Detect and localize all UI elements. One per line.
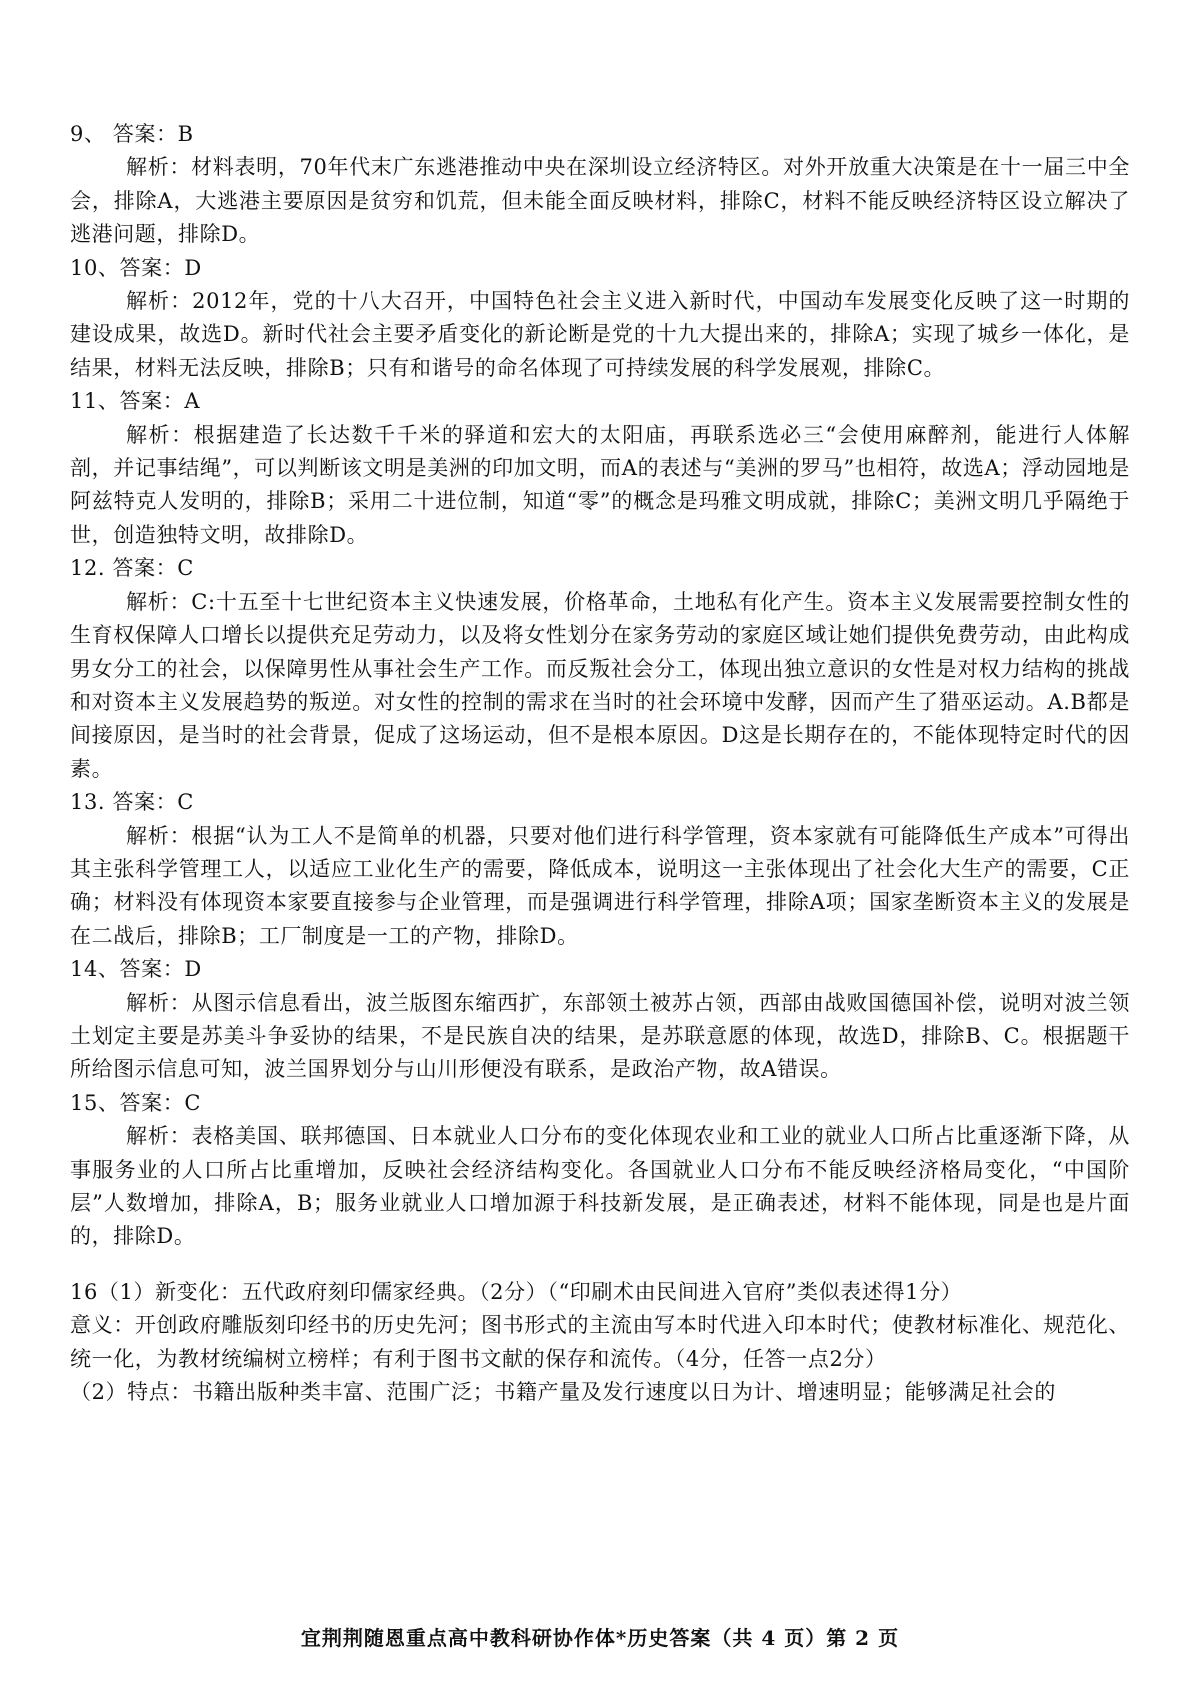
answer-text: 答案：A bbox=[119, 389, 201, 414]
answer-item-11 bbox=[70, 385, 1130, 552]
answer-item-15 bbox=[70, 1087, 1130, 1254]
explanation-text: 解析：材料表明，70年代末广东逃港推动中央在深圳设立经济特区。对外开放重大决策是在十一届三中全会，排除A，大逃港主要原因是贫穷和饥荒，但未能全面反映材料，排除C，材料不能反映经济特区设立解决了逃港问题，排除D。 bbox=[70, 155, 1130, 247]
q16-part1-change: 16（1）新变化：五代政府刻印儒家经典。（2分）（“印刷术由民间进入官府”类似表述得1分） bbox=[70, 1279, 963, 1304]
page-footer: 宜荆荆随恩重点高中教科研协作体*历史答案（共 4 页）第 2 页 bbox=[300, 1626, 900, 1650]
answer-line bbox=[70, 252, 1130, 285]
answer-item-16 bbox=[70, 1276, 1130, 1410]
explanation-text: 解析：从图示信息看出，波兰版图东缩西扩，东部领土被苏占领，西部由战败国德国补偿，说明对波兰领土划定主要是苏美斗争妥协的结果，不是民族自决的结果，是苏联意愿的体现，故选D，排除B、C。根据题干所给图示信息可知，波兰国界划分与山川形便没有联系，是政治产物，故A错误。 bbox=[70, 990, 1130, 1082]
q16-part1-significance: 意义：开创政府雕版刻印经书的历史先河；图书形式的主流由写本时代进入印本时代；使教材标准化、规范化、统一化，为教材统编树立榜样；有利于图书文献的保存和流传。（4分，任答一点2分） bbox=[70, 1313, 1130, 1371]
section-gap bbox=[70, 1254, 1130, 1276]
explanation-text: 解析：根据“认为工人不是简单的机器，只要对他们进行科学管理，资本家就有可能降低生产成本”可得出其主张科学管理工人，以适应工业化生产的需要，降低成本，说明这一主张体现出了社会化大生产的需要，C正确；材料没有体现资本家要直接参与企业管理，而是强调进行科学管理，排除A项；国家垄断资本主义的发展是在二战后，排除B；工厂制度是一工的产物，排除D。 bbox=[70, 823, 1130, 948]
answer-text: 答案：C bbox=[112, 556, 194, 581]
answer-line bbox=[70, 385, 1130, 418]
answer-content bbox=[70, 118, 1130, 1409]
answer-item-13 bbox=[70, 786, 1130, 953]
question-number: 12. bbox=[70, 556, 106, 581]
question-number: 14、 bbox=[70, 957, 120, 982]
answer-item-10 bbox=[70, 252, 1130, 386]
q16-part2-features: （2）特点：书籍出版种类丰富、范围广泛；书籍产量及发行速度以日为计、增速明显；能够满足社会的 bbox=[70, 1380, 1056, 1405]
answer-item-14 bbox=[70, 953, 1130, 1087]
answer-text: 答案：D bbox=[119, 255, 202, 280]
answer-text: 答案：B bbox=[112, 122, 194, 146]
answer-line bbox=[70, 552, 1130, 585]
explanation-text: 解析：表格美国、联邦德国、日本就业人口分布的变化体现农业和工业的就业人口所占比重逐渐下降，从事服务业的人口所占比重增加，反映社会经济结构变化。各国就业人口分布不能反映经济格局变化，“中国阶层”人数增加，排除A，B；服务业就业人口增加源于科技新发展，是正确表述，材料不能体现，同是也是片面的，排除D。 bbox=[70, 1124, 1130, 1249]
answer-line bbox=[70, 953, 1130, 986]
question-number: 9、 bbox=[70, 122, 106, 146]
answer-text: 答案：D bbox=[119, 957, 202, 982]
explanation-text: 解析：根据建造了长达数千千米的驿道和宏大的太阳庙，再联系选必三“会使用麻醉剂，能进行人体解剖，并记事结绳”，可以判断该文明是美洲的印加文明，而A的表述与“美洲的罗马”也相符，故选A；浮动园地是阿兹特克人发明的，排除B；采用二十进位制，知道“零”的概念是玛雅文明成就，排除C；美洲文明几乎隔绝于世，创造独特文明，故排除D。 bbox=[70, 422, 1130, 547]
answer-item-9 bbox=[70, 118, 1130, 252]
answer-item-12 bbox=[70, 552, 1130, 786]
question-number: 11、 bbox=[70, 389, 120, 414]
explanation-text: 解析：2012年，党的十八大召开，中国特色社会主义进入新时代，中国动车发展变化反映了这一时期的建设成果，故选D。新时代社会主要矛盾变化的新论断是党的十九大提出来的，排除A；实现了城乡一体化，是结果，材料无法反映，排除B；只有和谐号的命名体现了可持续发展的科学发展观，排除C。 bbox=[70, 289, 1130, 380]
answer-text: 答案：C bbox=[112, 790, 194, 815]
question-number: 10、 bbox=[70, 255, 120, 280]
question-number: 13. bbox=[70, 790, 106, 815]
question-number: 15、 bbox=[70, 1090, 120, 1115]
answer-line bbox=[70, 1087, 1130, 1120]
answer-line bbox=[70, 118, 1130, 151]
answer-text: 答案：C bbox=[119, 1090, 201, 1115]
explanation-text: 解析：C:十五至十七世纪资本主义快速发展，价格革命，土地私有化产生。资本主义发展需要控制女性的生育权保障人口增长以提供充足劳动力，以及将女性划分在家务劳动的家庭区域让她们提供免费劳动，由此构成男女分工的社会，以保障男性从事社会生产工作。而反叛社会分工，体现出独立意识的女性是对权力结构的挑战和对资本主义发展趋势的叛逆。对女性的控制的需求在当时的社会环境中发酵，因而产生了猎巫运动。A.B都是间接原因，是当时的社会背景，促成了这场运动，但不是根本原因。D这是长期存在的，不能体现特定时代的因素。 bbox=[70, 589, 1130, 781]
answer-line bbox=[70, 786, 1130, 819]
